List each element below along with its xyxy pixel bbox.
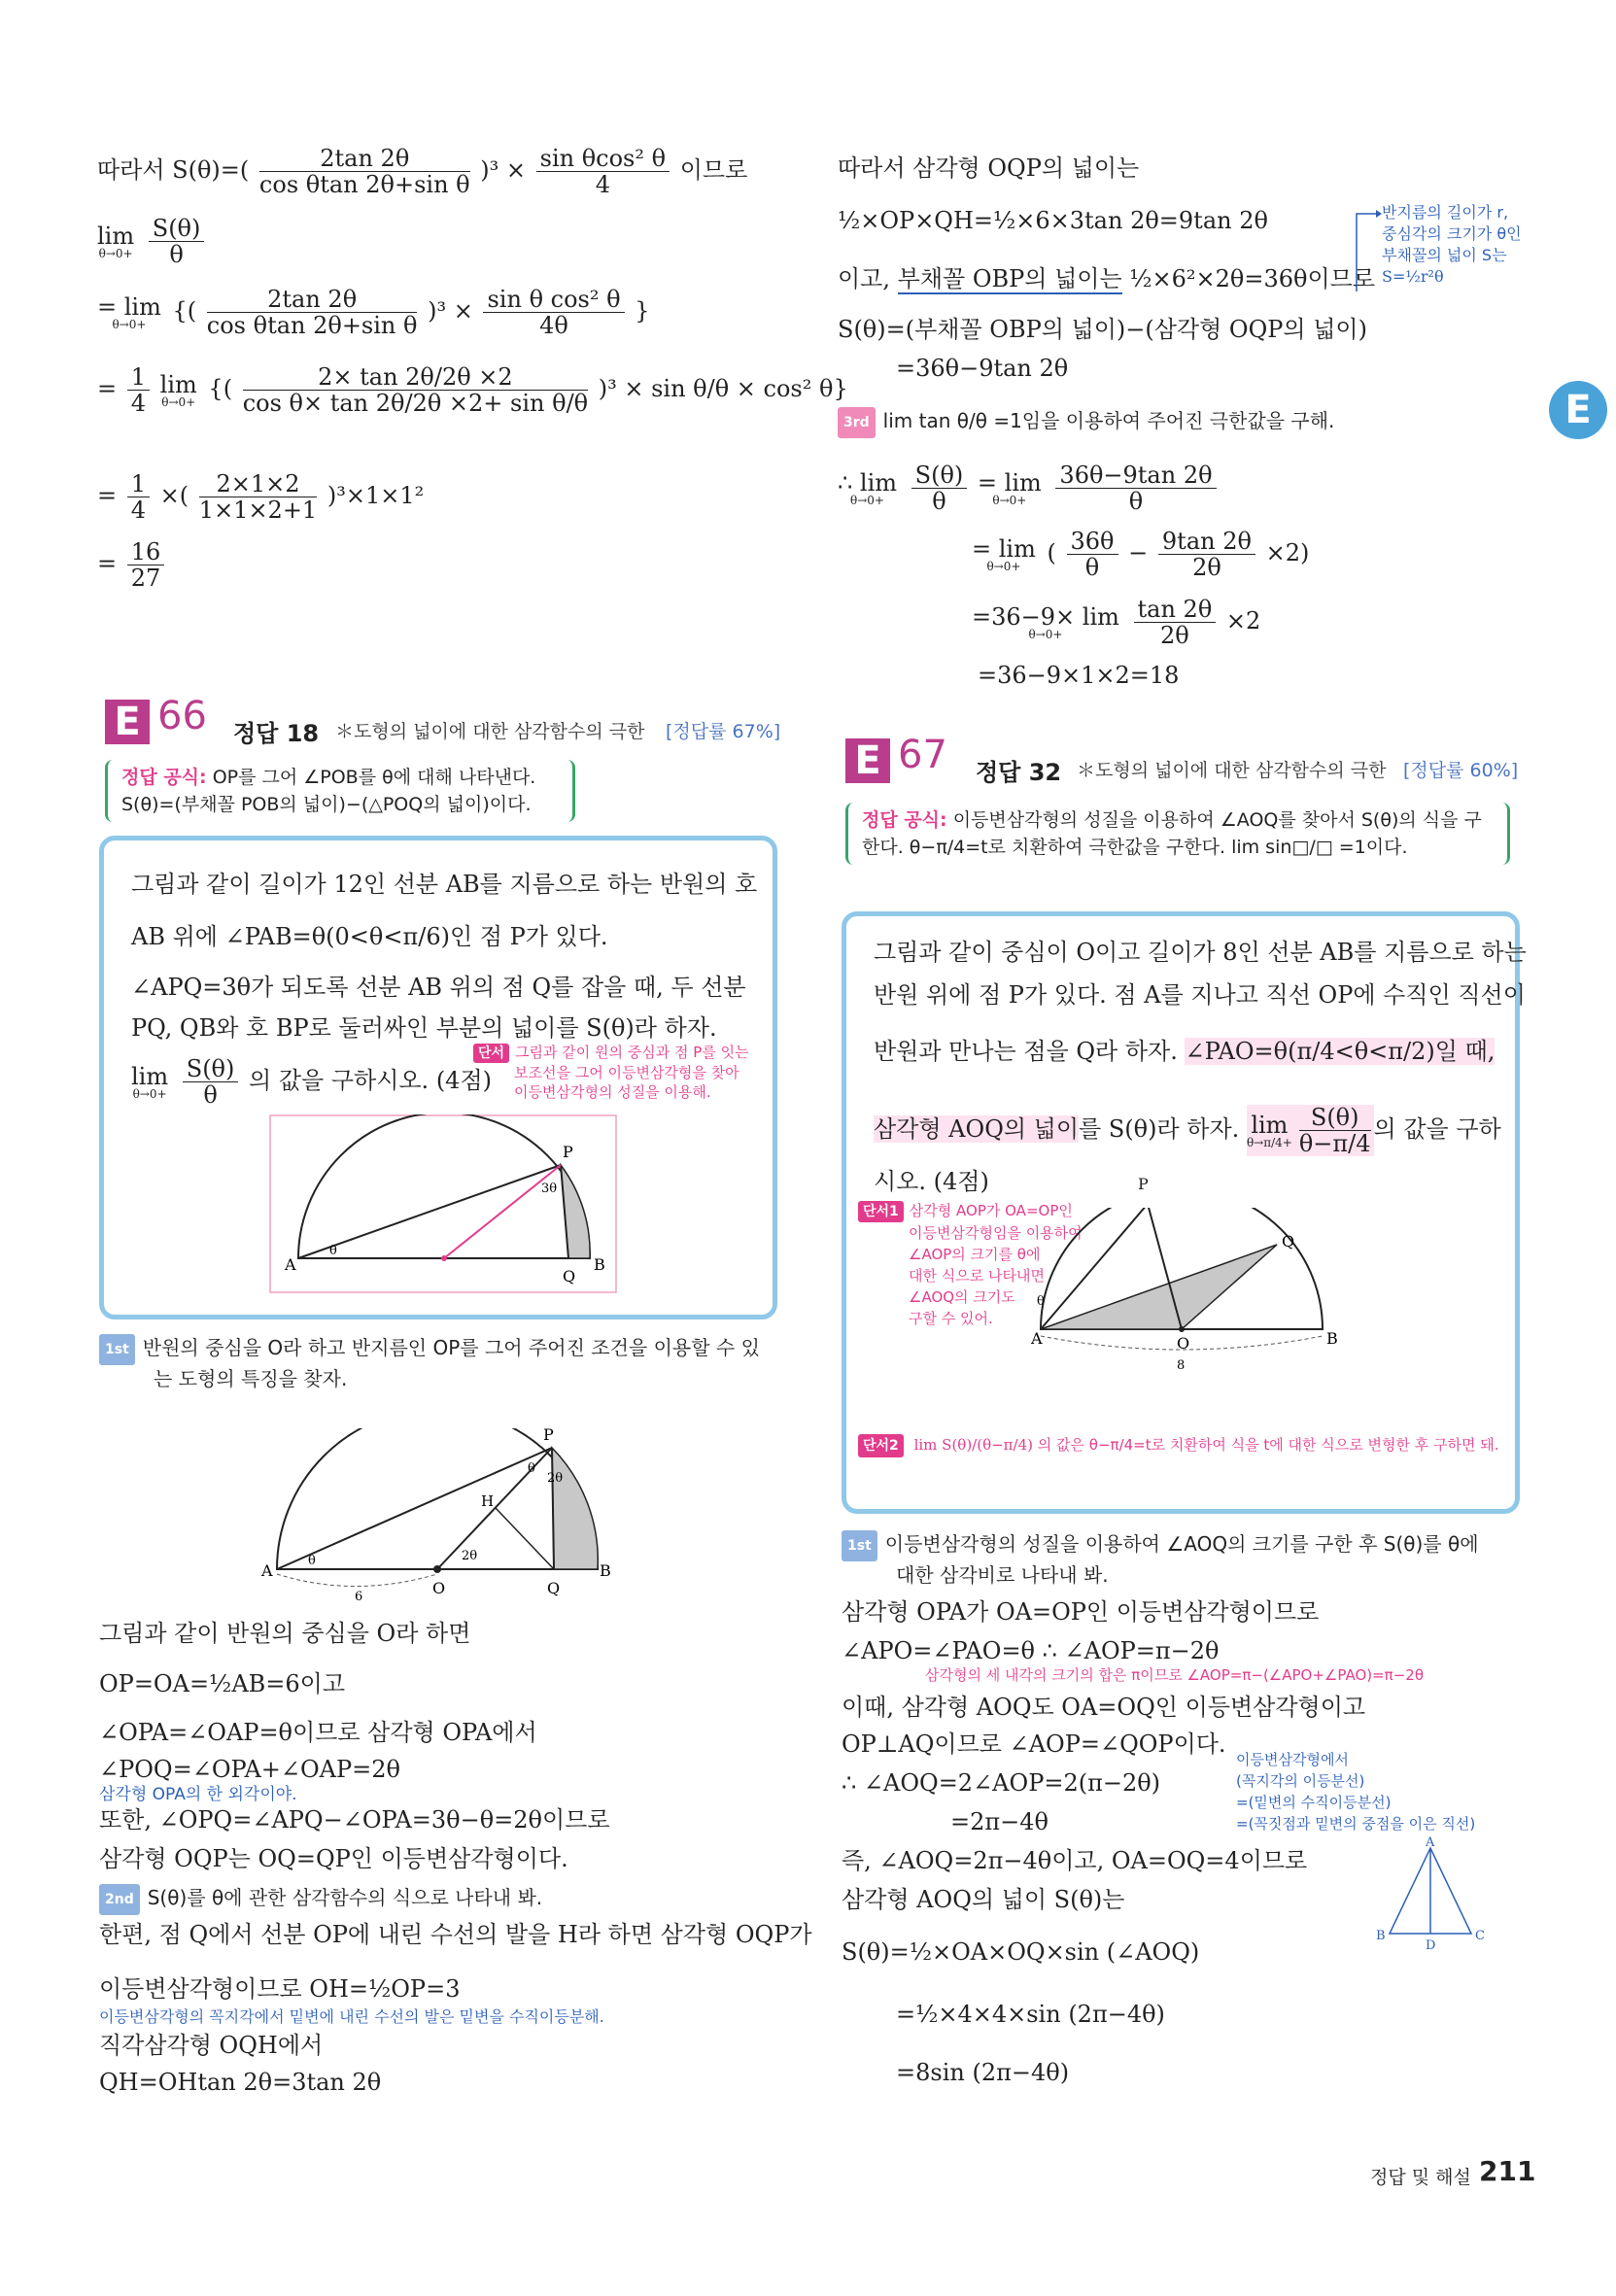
sector-area-note: 반지름의 길이가 r, 중심각의 크기가 θ인 부채꼴의 넓이 S는 S=½r²θ [1382,203,1522,286]
p67-fig-theta: θ [1037,1294,1045,1309]
p66-solution-figure [258,1428,627,1603]
calc-4: =36−9×1×2=18 [978,662,1180,689]
left-line-3: = lim θ→0+ {( $\frac{2\tan 2\theta}{\text{cos θtan 2θ+sin θ}}$ )³ × $\frac{\text{sin θ cos² θ}}{4\theta}$ } [97,286,650,339]
problem-66-answer: 정답 18 [233,720,320,747]
p67-text-5: 시오. (4점) [874,1168,989,1195]
p66-fig-B: B [594,1255,605,1274]
p66-text-5: lim θ→0+ $\frac{S(\theta)}{\theta}$ 의 값을 구하시오. (4점) [131,1055,492,1109]
problem-67-formula: 정답 공식: 이등변삼각형의 성질을 이용하여 ∠AOQ를 찾아서 S(θ)의 식을 구 한다. θ−π/4=t로 치환하여 극한값을 구한다. lim sin□/□ =1이다. [845,803,1510,865]
p67-step1: 1st 이등변삼각형의 성질을 이용하여 ∠AOQ의 크기를 구한 후 S(θ)를 θ에 [842,1529,1479,1561]
fig2-2theta: 2θ [462,1549,478,1563]
right-line-5: =36θ−9tan 2θ [896,355,1069,382]
p66-fig-Q: Q [563,1267,576,1285]
p67-hint1: 단서1 삼각형 AOP가 OA=OP인 이등변삼각형임을 이용하여 ∠AOP의 크기를 θ에 대한 식으로 나타내면 ∠AOQ의 크기도 구할 수 있어. [858,1200,1083,1329]
p67-sol-8: 삼각형 AOQ의 넓이 S(θ)는 [842,1886,1125,1913]
problem-66-rate: [정답률 67%] [666,721,781,742]
fig2-2theta2: 2θ [547,1471,564,1486]
side-tab-e: E [1549,381,1607,439]
p66-figure [269,1114,619,1294]
calc-1: ∴ lim θ→0+ $\frac{S(\theta)}{\theta}$ = lim θ→0+ $\frac{36\theta-9\tan 2\theta}{\theta}$ [838,463,1220,514]
calc-3: =36−9× lim θ→0+ $\frac{\tan 2\theta}{2\theta}$ ×2 [972,596,1261,649]
p66-sol-1: 그림과 같이 반원의 중심을 O라 하면 [99,1620,471,1647]
fig2-Q: Q [547,1579,561,1597]
isosceles-triangle-figure [1372,1836,1489,1953]
p67-figure [1021,1208,1352,1383]
problem-67-rate: [정답률 60%] [1403,760,1519,781]
p66-sol-7: 한편, 점 Q에서 선분 OP에 내린 수선의 발을 H라 하면 삼각형 OQP가 [99,1921,812,1948]
problem-67-box [842,911,1527,1514]
p66-sol-4: ∠POQ=∠OPA+∠OAP=2θ [99,1756,400,1783]
problem-67-answer: 정답 32 [976,759,1062,786]
p66-fig-3theta: 3θ [541,1182,558,1196]
left-line-6: = $\frac{16}{27}$ [97,539,167,591]
p66-step2: 2nd S(θ)를 θ에 관한 삼각함수의 식으로 나타내 봐. [99,1883,542,1915]
tri-B: B [1376,1929,1386,1943]
p66-text-1: 그림과 같이 길이가 12인 선분 AB를 지름으로 하는 반원의 호 [131,871,758,898]
p67-text-4: 삼각형 AOQ의 넓이를 S(θ)라 하자. lim θ→π/4+ $\frac{S(\theta)}{\theta-\pi/4}$ 의 값을 구하 [874,1104,1501,1157]
p66-hint: 단서 그림과 같이 원의 중심과 점 P를 잇는 보조선을 그어 이등변삼각형을 찾아 이등변삼각형의 성질을 이용해. [473,1043,749,1102]
p66-sol-5: 또한, ∠OPQ=∠APQ−∠OPA=3θ−θ=2θ이므로 [99,1806,610,1833]
p66-text-2: AB 위에 ∠PAB=θ(0<θ<π/6)인 점 P가 있다. [131,923,608,950]
left-line-5: = $\frac{1}{4}$ ×( $\frac{2\times 1\times 2}{1\times 1\times 2+1}$ )³×1×1² [97,470,425,524]
fig2-theta: θ [308,1554,316,1568]
problem-66-number: 66 [157,694,207,738]
problem-66-formula: 정답 공식: OP를 그어 ∠POB를 θ에 대해 나타낸다. S(θ)=(부채꼴 POB의 넓이)−(△POQ의 넓이)이다. [105,760,575,822]
p66-step3: 3rd lim tan θ/θ =1임을 이용하여 주어진 극한값을 구해. [838,406,1334,438]
isosceles-note: 이등변삼각형에서 (꼭지각의 이등분선) =(밑변의 수직이등분선) =(꼭짓점과 밑변의 중점을 이은 직선) [1236,1751,1476,1833]
p66-sol-9: 직각삼각형 OQH에서 [99,2032,324,2059]
fig2-P: P [543,1428,554,1444]
p66-text-4: PQ, QB와 호 BP로 둘러싸인 부분의 넓이를 S(θ)라 하자. [131,1014,717,1042]
left-line-4: = $\frac{1}{4}$ lim θ→0+ {( $\frac{2\times \tan 2\theta/2\theta \times 2}{\text{cos θ× tan 2θ/2θ ×2+ sin θ/θ}}$ )³ × sin θ/θ × cos² θ} [97,363,848,417]
p67-hint2: 단서2 lim S(θ)/(θ−π/4) 의 값은 θ−π/4=t로 치환하여 식을 t에 대한 식으로 변형한 후 구하면 돼. [858,1433,1498,1457]
p67-sol-4: OP⊥AQ이므로 ∠AOP=∠QOP이다. [842,1731,1226,1758]
p66-text-3: ∠APQ=3θ가 되도록 선분 AB 위의 점 Q를 잡을 때, 두 선분 [131,974,746,1001]
fig2-O: O [432,1579,446,1597]
p67-sol-2: ∠APO=∠PAO=θ ∴ ∠AOP=π−2θ [842,1637,1220,1664]
p67-text-3: 반원과 만나는 점을 Q라 하자. ∠PAO=θ(π/4<θ<π/2)일 때, [874,1038,1496,1065]
p66-step1-cont: 는 도형의 특징을 찾자. [154,1367,348,1390]
right-line-4: S(θ)=(부채꼴 OBP의 넓이)−(삼각형 OQP의 넓이) [838,316,1367,343]
p66-sol-4-note: 삼각형 OPA의 한 외각이야. [99,1785,297,1804]
p66-sol-10: QH=OHtan 2θ=3tan 2θ [99,2069,382,2096]
p66-sol-3: ∠OPA=∠OAP=θ이므로 삼각형 OPA에서 [99,1719,537,1746]
p66-sol-8-note: 이등변삼각형의 꼭지각에서 밑변에 내린 수선의 발은 밑변을 수직이등분해. [99,2007,604,2026]
p67-fig-B: B [1326,1329,1338,1348]
p67-sol-1: 삼각형 OPA가 OA=OP인 이등변삼각형이므로 [842,1598,1320,1626]
right-line-1: 따라서 삼각형 OQP의 넓이는 [838,154,1140,182]
right-line-3: 이고, 부채꼴 OBP의 넓이는 ½×6²×2θ=36θ이므로 [838,265,1376,292]
p66-sol-6: 삼각형 OQP는 OQ=QP인 이등변삼각형이다. [99,1845,568,1872]
p67-fig-eight: 8 [1177,1358,1186,1373]
fig2-A: A [261,1561,273,1580]
fig2-six: 6 [355,1590,363,1603]
p67-text-2: 반원 위에 점 P가 있다. 점 A를 지나고 직선 OP에 수직인 직선이 [874,981,1526,1009]
p67-fig-P-label: P [1138,1175,1149,1193]
p66-sol-2: OP=OA=½AB=6이고 [99,1670,346,1697]
problem-66-topic: ＊도형의 넓이에 대한 삼각함수의 극한 [335,721,645,742]
tri-D: D [1426,1938,1436,1953]
problem-67-number: 67 [898,733,947,777]
p66-fig-P: P [563,1143,573,1161]
p67-text-1: 그림과 같이 중심이 O이고 길이가 8인 선분 AB를 지름으로 하는 [874,939,1527,966]
p67-sol-10: =½×4×4×sin (2π−4θ) [896,2001,1165,2028]
p67-fig-A: A [1031,1329,1043,1348]
problem-66-box [99,836,777,1319]
problem-67-topic: ＊도형의 넓이에 대한 삼각함수의 극한 [1077,760,1387,781]
p66-fig-A: A [285,1255,296,1274]
page-number: 211 [1479,2155,1536,2187]
p67-step1-cont: 대한 삼각비로 나타내 봐. [896,1563,1109,1587]
left-line-2: lim θ→0+ $\frac{S(\theta)}{\theta}$ [97,216,207,267]
p67-sol-6: =2π−4θ [950,1808,1049,1835]
right-line-2: ½×OP×QH=½×6×3tan 2θ=9tan 2θ [838,207,1268,234]
tri-A: A [1426,1836,1435,1850]
left-line-1: 따라서 S(θ)=( $\frac{2\tan 2\theta}{\text{cos θtan 2θ+sin θ}}$ )³ × $\frac{\text{sin θcos² θ}}{4}$ 이므로 [97,145,748,198]
problem-67-badge: E [845,738,890,783]
p66-sol-8: 이등변삼각형이므로 OH=½OP=3 [99,1975,461,2003]
sector-note-arrow [1353,208,1384,295]
p67-sol-3: 이때, 삼각형 AOQ도 OA=OQ인 이등변삼각형이고 [842,1694,1366,1721]
problem-66-badge: E [105,700,150,744]
p66-fig-theta: θ [329,1244,337,1258]
fig2-B: B [600,1561,611,1580]
p67-sol-5: ∴ ∠AOQ=2∠AOP=2(π−2θ) [842,1769,1161,1797]
p66-step1: 1st 반원의 중심을 O라 하고 반지름인 OP를 그어 주어진 조건을 이용할 수 있 [99,1333,760,1365]
calc-2: = lim θ→0+ ( $\frac{36\theta}{\theta}$ − $\frac{9\tan 2\theta}{2\theta}$ ×2) [972,528,1310,581]
p67-sol-2-note: 삼각형의 세 내각의 크기의 합은 π이므로 ∠AOP=π−(∠APO+∠PAO)=π−2θ [925,1666,1425,1684]
tri-C: C [1475,1929,1485,1943]
fig2-H: H [481,1492,495,1510]
fig2-theta2: θ [528,1461,535,1476]
p67-sol-9: S(θ)=½×OA×OQ×sin (∠AOQ) [842,1938,1200,1966]
p67-fig-O: O [1177,1334,1190,1353]
p67-sol-11: =8sin (2π−4θ) [896,2059,1070,2086]
p67-fig-Q: Q [1282,1232,1295,1251]
p67-sol-7: 즉, ∠AOQ=2π−4θ이고, OA=OQ=4이므로 [842,1847,1308,1874]
footer-label: 정답 및 해설 [1370,2167,1471,2188]
